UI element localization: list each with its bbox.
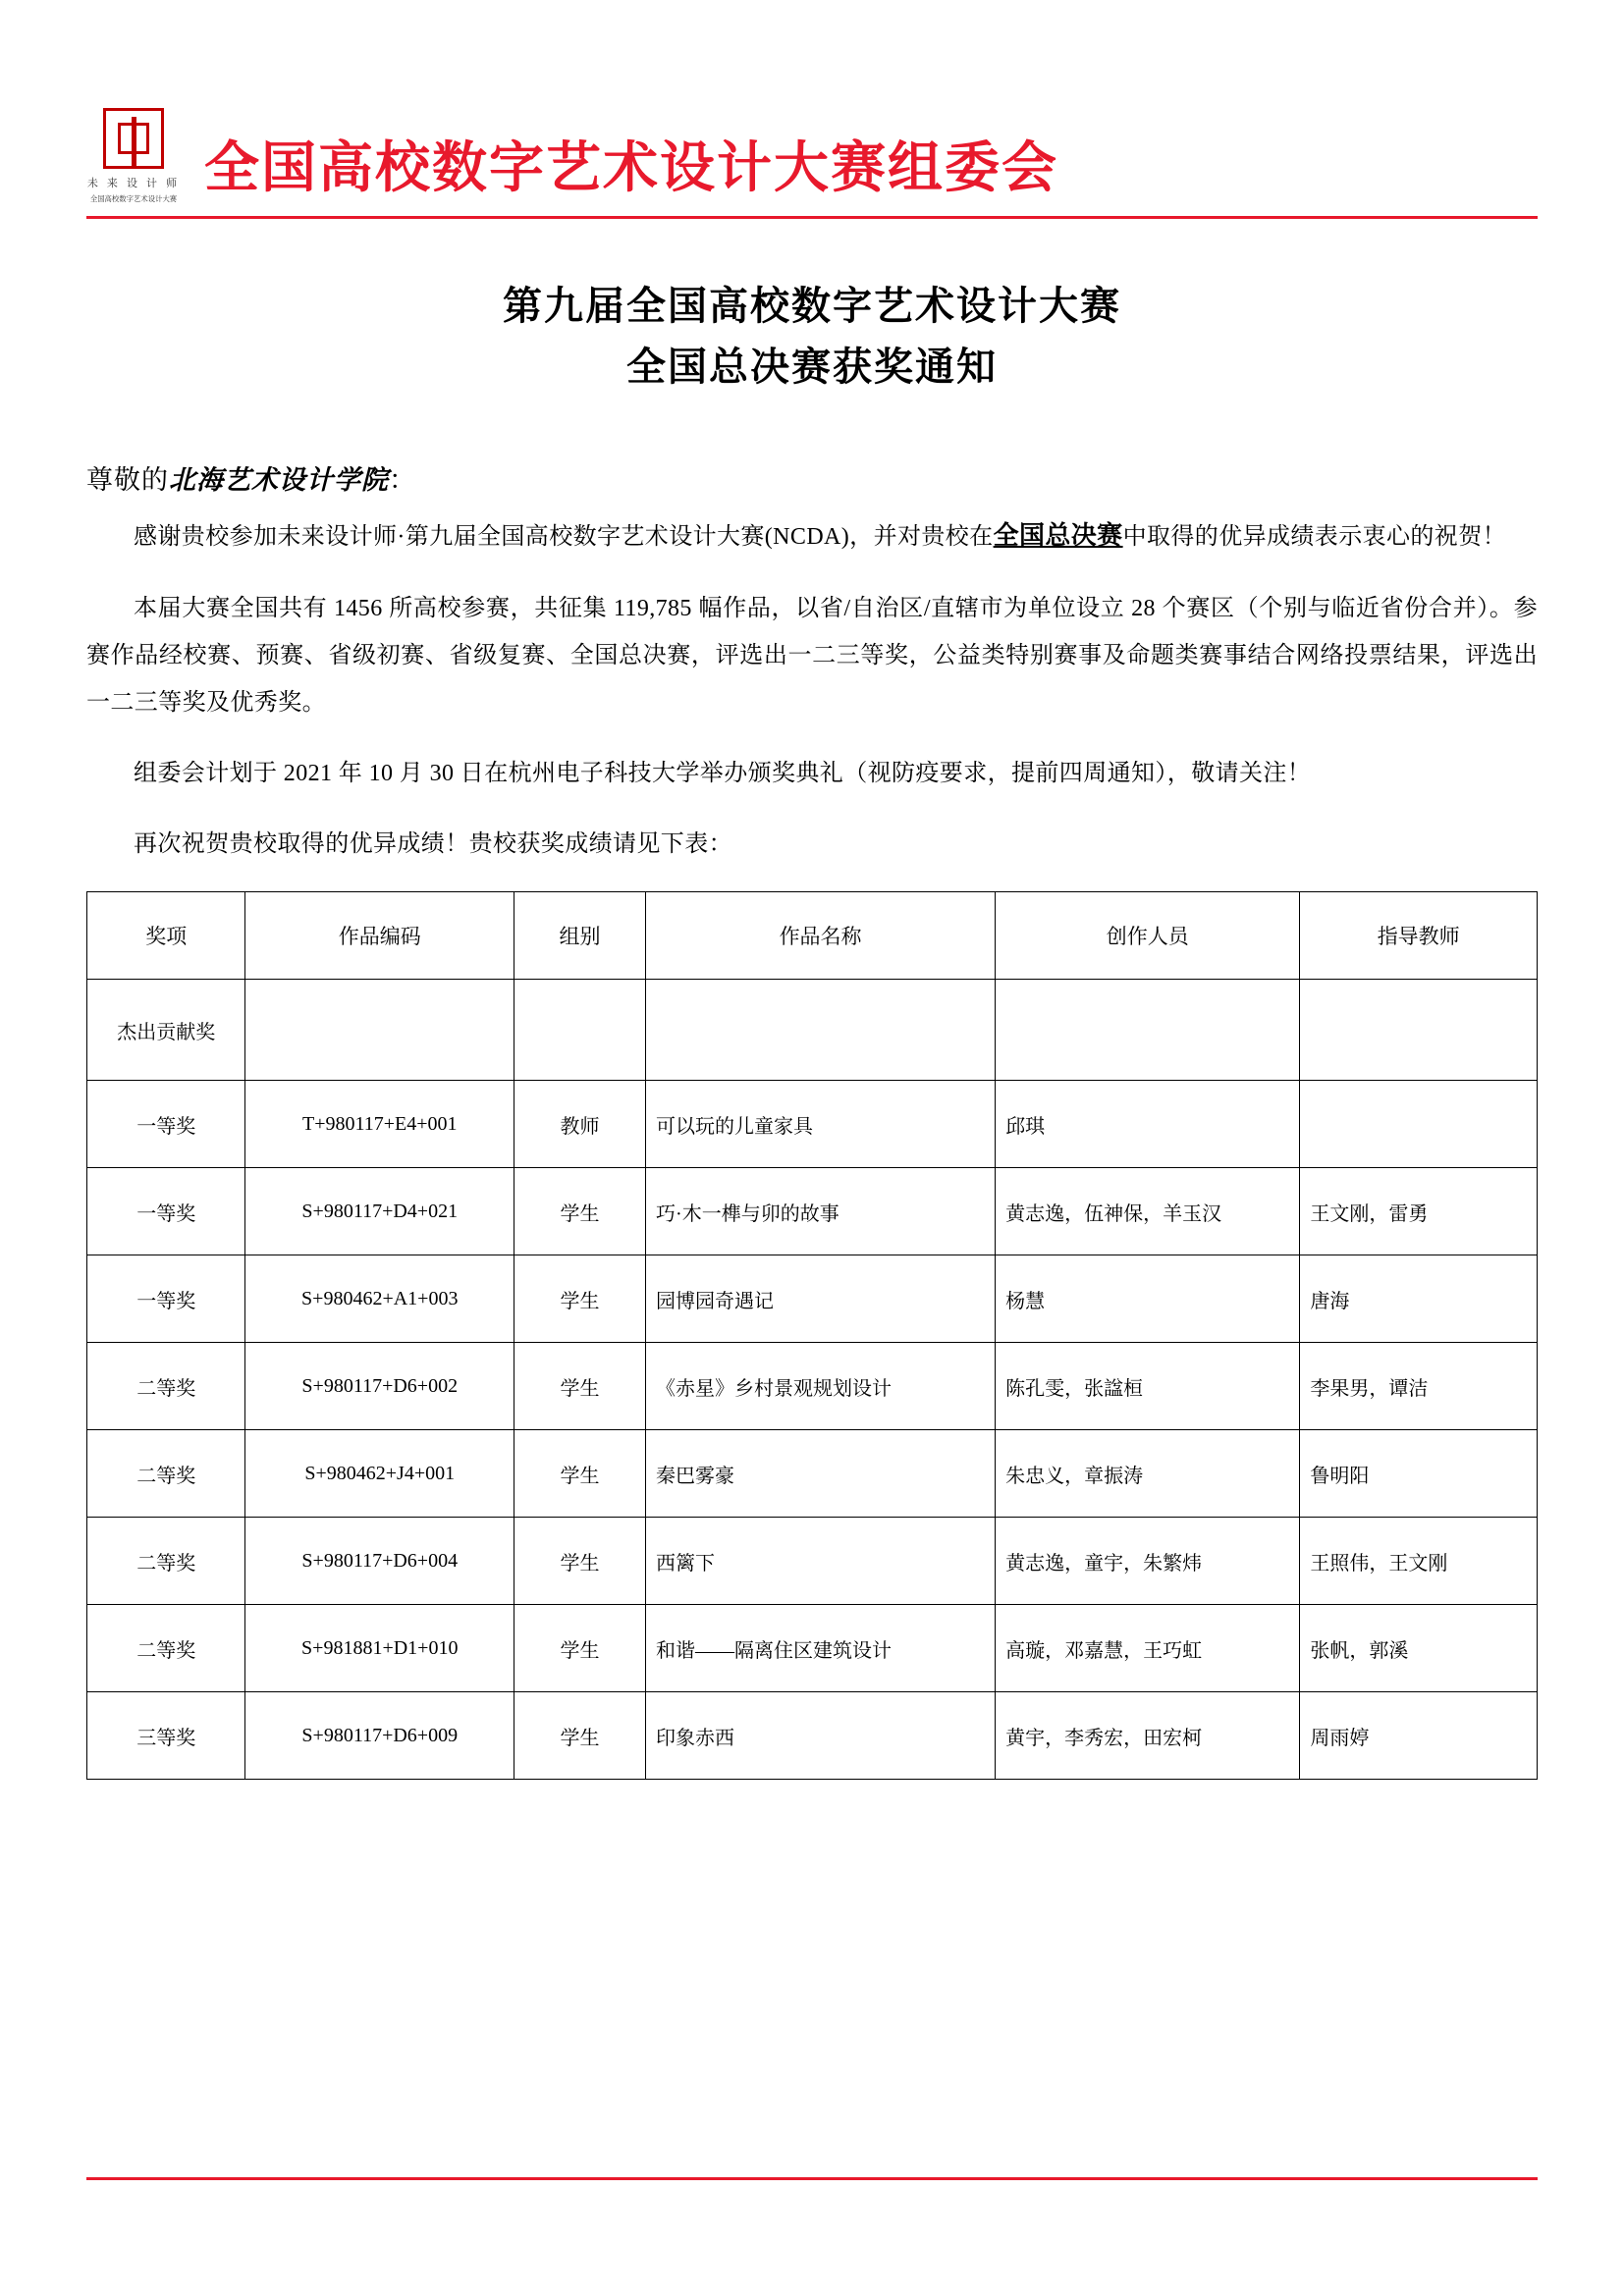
cell-teacher: 唐海 bbox=[1300, 1255, 1538, 1343]
column-header-group: 组别 bbox=[514, 892, 646, 980]
cell-award: 二等奖 bbox=[87, 1605, 245, 1692]
paragraph-ceremony: 组委会计划于 2021 年 10 月 30 日在杭州电子科技大学举办颁奖典礼（视防疫要求，提前四周通知），敬请关注！ bbox=[134, 761, 1312, 786]
table-row bbox=[87, 1518, 1538, 1605]
cell-award: 二等奖 bbox=[87, 1430, 245, 1518]
cell-code: S+980462+J4+001 bbox=[245, 1430, 514, 1518]
cell-teacher bbox=[1300, 1081, 1538, 1168]
cell-code: S+980117+D6+009 bbox=[245, 1692, 514, 1780]
table-row bbox=[87, 1605, 1538, 1692]
cell-teacher: 张帆，郭溪 bbox=[1300, 1605, 1538, 1692]
logo-chinese-name: 未 来 设 计 师 bbox=[86, 178, 181, 189]
cell-work: 秦巴雾豪 bbox=[646, 1430, 996, 1518]
salutation bbox=[86, 458, 1538, 497]
paragraph-congratulation bbox=[86, 510, 1538, 561]
cell-authors bbox=[996, 980, 1300, 1081]
footer-divider bbox=[86, 2177, 1538, 2180]
cell-code: S+981881+D1+010 bbox=[245, 1605, 514, 1692]
cell-work bbox=[646, 980, 996, 1081]
cell-group: 学生 bbox=[514, 1430, 646, 1518]
table-row bbox=[87, 1255, 1538, 1343]
cell-work: 巧·木一榫与卯的故事 bbox=[646, 1168, 996, 1255]
column-header-work: 作品名称 bbox=[646, 892, 996, 980]
logo-subtitle: 全国高校数字艺术设计大赛 bbox=[89, 194, 178, 203]
cell-code: S+980117+D6+004 bbox=[245, 1518, 514, 1605]
cell-group: 学生 bbox=[514, 1255, 646, 1343]
table-row bbox=[87, 1168, 1538, 1255]
cell-group: 学生 bbox=[514, 1692, 646, 1780]
cell-work: 可以玩的儿童家具 bbox=[646, 1081, 996, 1168]
cell-group: 学生 bbox=[514, 1343, 646, 1430]
paragraph-1-part-a: 感谢贵校参加未来设计师·第九届全国高校数字艺术设计大赛(NCDA)，并对贵校在 bbox=[134, 524, 994, 550]
salutation-school-name: 北海艺术设计学院 bbox=[169, 465, 389, 495]
organization-title: 全国高校数字艺术设计大赛组委会 bbox=[204, 136, 1058, 199]
cell-group: 学生 bbox=[514, 1605, 646, 1692]
table-header-row bbox=[87, 892, 1538, 980]
table-row bbox=[87, 1343, 1538, 1430]
cell-award: 一等奖 bbox=[87, 1168, 245, 1255]
table-row bbox=[87, 1692, 1538, 1780]
awards-table bbox=[86, 891, 1538, 1780]
cell-teacher: 王照伟，王文刚 bbox=[1300, 1518, 1538, 1605]
cell-authors: 黄志逸，伍神保，羊玉汉 bbox=[996, 1168, 1300, 1255]
seal-icon bbox=[103, 108, 164, 169]
cell-authors: 朱忠义，章振涛 bbox=[996, 1430, 1300, 1518]
cell-group: 学生 bbox=[514, 1168, 646, 1255]
page-title-line2: 全国总决赛获奖通知 bbox=[626, 345, 998, 389]
column-header-authors: 创作人员 bbox=[996, 892, 1300, 980]
cell-teacher: 李果男，谭洁 bbox=[1300, 1343, 1538, 1430]
cell-authors: 邱琪 bbox=[996, 1081, 1300, 1168]
cell-work: 和谐——隔离住区建筑设计 bbox=[646, 1605, 996, 1692]
cell-teacher: 王文刚，雷勇 bbox=[1300, 1168, 1538, 1255]
cell-authors: 陈孔雯，张諡桓 bbox=[996, 1343, 1300, 1430]
paragraph-statistics: 本届大赛全国共有 1456 所高校参赛，共征集 119,785 幅作品，以省/自治区/直辖市为单位设立 28 个赛区（个别与临近省份合并）。参赛作品经校赛、预赛、省级初赛、省级复赛、全国总决赛，评选出一二三等奖，公益类特别赛事及命题类赛事结合网络投票结果，评选出一二三等奖及优秀奖。 bbox=[86, 596, 1538, 716]
page-title-line1: 第九届全国高校数字艺术设计大赛 bbox=[503, 284, 1121, 328]
cell-authors: 黄志逸，童宇，朱繁炜 bbox=[996, 1518, 1300, 1605]
cell-authors: 杨慧 bbox=[996, 1255, 1300, 1343]
table-row bbox=[87, 1430, 1538, 1518]
cell-work: 印象赤西 bbox=[646, 1692, 996, 1780]
cell-group bbox=[514, 980, 646, 1081]
table-row bbox=[87, 980, 1538, 1081]
organization-logo bbox=[86, 108, 181, 208]
cell-award: 三等奖 bbox=[87, 1692, 245, 1780]
cell-code: S+980117+D4+021 bbox=[245, 1168, 514, 1255]
cell-code: S+980462+A1+003 bbox=[245, 1255, 514, 1343]
column-header-code: 作品编码 bbox=[245, 892, 514, 980]
salutation-suffix: ： bbox=[389, 465, 416, 495]
cell-award: 一等奖 bbox=[87, 1255, 245, 1343]
header-divider bbox=[86, 216, 1538, 219]
cell-work: 西篱下 bbox=[646, 1518, 996, 1605]
paragraph-1-emphasis: 全国总决赛 bbox=[993, 521, 1123, 550]
cell-teacher: 鲁明阳 bbox=[1300, 1430, 1538, 1518]
cell-code: T+980117+E4+001 bbox=[245, 1081, 514, 1168]
cell-award: 二等奖 bbox=[87, 1518, 245, 1605]
paragraph-table-intro: 再次祝贺贵校取得的优异成绩！贵校获奖成绩请见下表： bbox=[134, 831, 732, 857]
cell-award: 二等奖 bbox=[87, 1343, 245, 1430]
cell-authors: 高璇，邓嘉慧，王巧虹 bbox=[996, 1605, 1300, 1692]
column-header-award: 奖项 bbox=[87, 892, 245, 980]
salutation-prefix: 尊敬的 bbox=[86, 465, 169, 495]
table-row bbox=[87, 1081, 1538, 1168]
cell-teacher bbox=[1300, 980, 1538, 1081]
cell-authors: 黄宇，李秀宏，田宏柯 bbox=[996, 1692, 1300, 1780]
page-title bbox=[86, 276, 1538, 398]
letterhead bbox=[86, 0, 1538, 208]
paragraph-1-part-b: 中取得的优异成绩表示衷心的祝贺！ bbox=[1122, 524, 1506, 550]
cell-code: S+980117+D6+002 bbox=[245, 1343, 514, 1430]
cell-group: 学生 bbox=[514, 1518, 646, 1605]
cell-group: 教师 bbox=[514, 1081, 646, 1168]
column-header-teacher: 指导教师 bbox=[1300, 892, 1538, 980]
cell-work: 《赤星》乡村景观规划设计 bbox=[646, 1343, 996, 1430]
cell-teacher: 周雨婷 bbox=[1300, 1692, 1538, 1780]
cell-code bbox=[245, 980, 514, 1081]
cell-award: 一等奖 bbox=[87, 1081, 245, 1168]
cell-award: 杰出贡献奖 bbox=[87, 980, 245, 1081]
cell-work: 园博园奇遇记 bbox=[646, 1255, 996, 1343]
